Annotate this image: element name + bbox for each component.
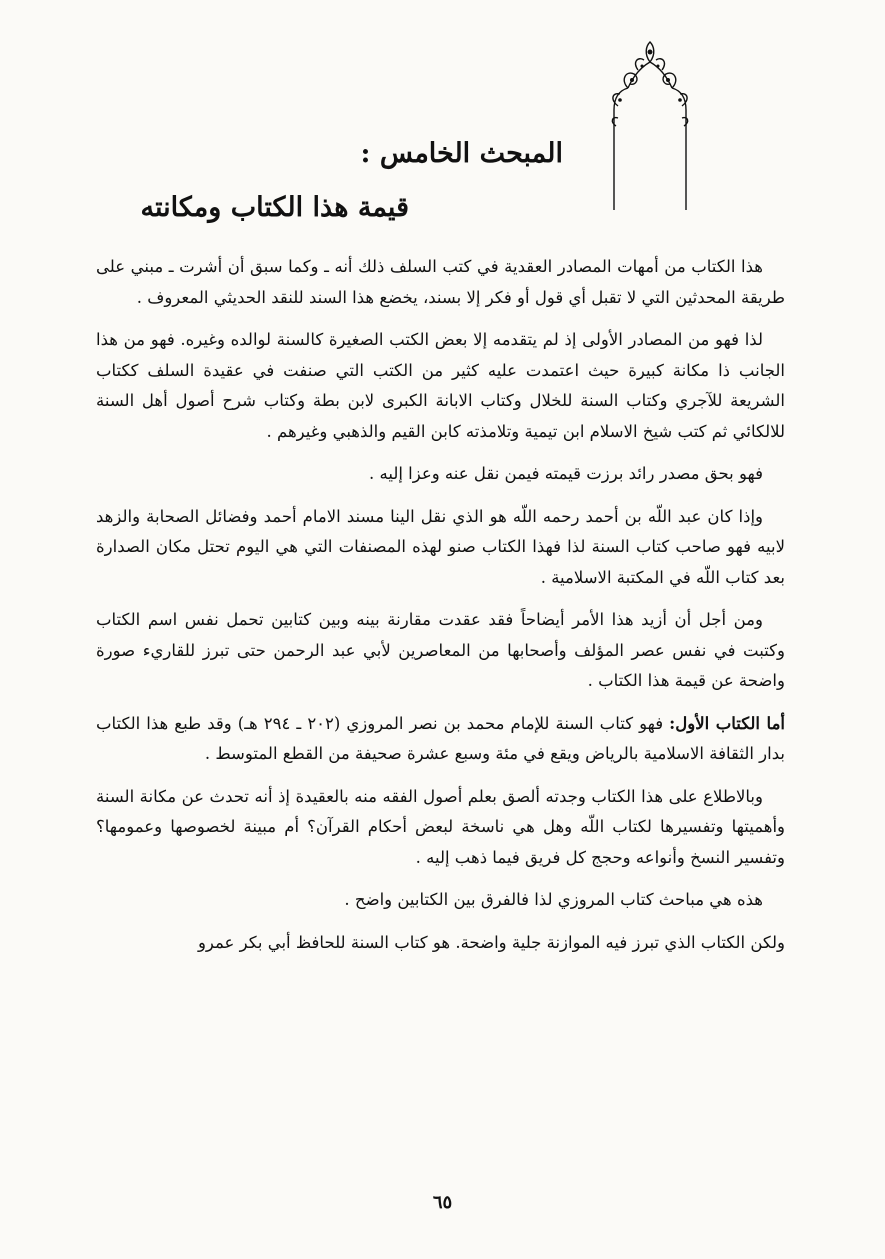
section-title: قيمة هذا الكتاب ومكانته: [140, 192, 409, 223]
paragraph: ولكن الكتاب الذي تبرز فيه الموازنة جلية واضحة. هو كتاب السنة للحافظ أبي بكر عمرو: [197, 932, 785, 952]
paragraph: هذه هي مباحث كتاب المروزي لذا فالفرق بين الكتابين واضح .: [344, 890, 763, 909]
first-book-paragraph: [96, 709, 785, 770]
page-number: ٦٥: [432, 1192, 453, 1213]
paragraph: فهو بحق مصدر رائد برزت قيمته فيمن نقل عنه وعزا إليه .: [369, 464, 763, 483]
first-book-text: فهو كتاب السنة للإمام محمد بن نصر المروزي (٢٠٢ ـ ٢٩٤ هـ) وقد طبع هذا الكتاب بدار الثقافة الاسلامية بالرياض ويقع في مئة وسبع عشرة صحيفة من القطع المتوسط .: [96, 713, 785, 763]
arch-ornament-icon: [602, 40, 698, 210]
first-book-lead: أما الكتاب الأول:: [669, 713, 786, 733]
paragraph: ومن أجل أن أزيد هذا الأمر أيضاحاً فقد عقدت مقارنة بينه وبين كتابين تحمل نفس اسم الكتاب وكتبت في نفس عصر المؤلف وأصحابها من المعاصرين لأبي عبد الرحمن حتى تبرز للقاريء صورة واضحة عن قيمة هذا الكتاب .: [96, 610, 785, 690]
paragraph: وإذا كان عبد اللّه بن أحمد رحمه اللّه هو الذي نقل الينا مسند الامام أحمد وفضائل الصحابة والزهد لابيه فهو صاحب كتاب السنة لذا فهذا الكتاب صنو لهذه المصنفات التي هي اليوم تحتل مكان الصدارة بعد كتاب اللّه في المكتبة الاسلامية .: [96, 506, 785, 587]
paragraph: هذا الكتاب من أمهات المصادر العقدية في كتب السلف ذلك أنه ـ وكما سبق أن أشرت ـ مبني على طريقة المحدثين التي لا تقبل أي قول أو فكر إلا بسند، يخضع هذا السند للنقد الحديثي المعروف .: [96, 257, 785, 307]
section-label: المبحث الخامس :: [360, 138, 563, 169]
body-text: [96, 252, 785, 970]
paragraph: وبالاطلاع على هذا الكتاب وجدته ألصق بعلم أصول الفقه منه بالعقيدة إذ أنه تحدث عن مكانة السنة وأهميتها وتفسيرها لكتاب اللّه وهل هي ناسخة لبعض أحكام القرآن؟ أم مبينة لخصوصها وعمومها؟ وتفسير النسخ وأنواعه وحجج كل فريق فيما ذهب إليه .: [96, 786, 785, 867]
paragraph: لذا فهو من المصادر الأولى إذ لم يتقدمه إلا بعض الكتب الصغيرة كالسنة لوالده وغيره. فهو من هذا الجانب ذا مكانة كبيرة حيث اعتمدت عليه كثير من الكتب التي صنفت في عقيدة السلف ككتاب الشريعة للآجري وكتاب السنة للخلال وكتاب الابانة الكبرى لابن بطة وكتاب شرح أصول أهل السنة للالكائي ثم كتب شيخ الاسلام ابن تيمية وتلامذته كابن القيم والذهبي وغيرهم .: [96, 330, 785, 441]
